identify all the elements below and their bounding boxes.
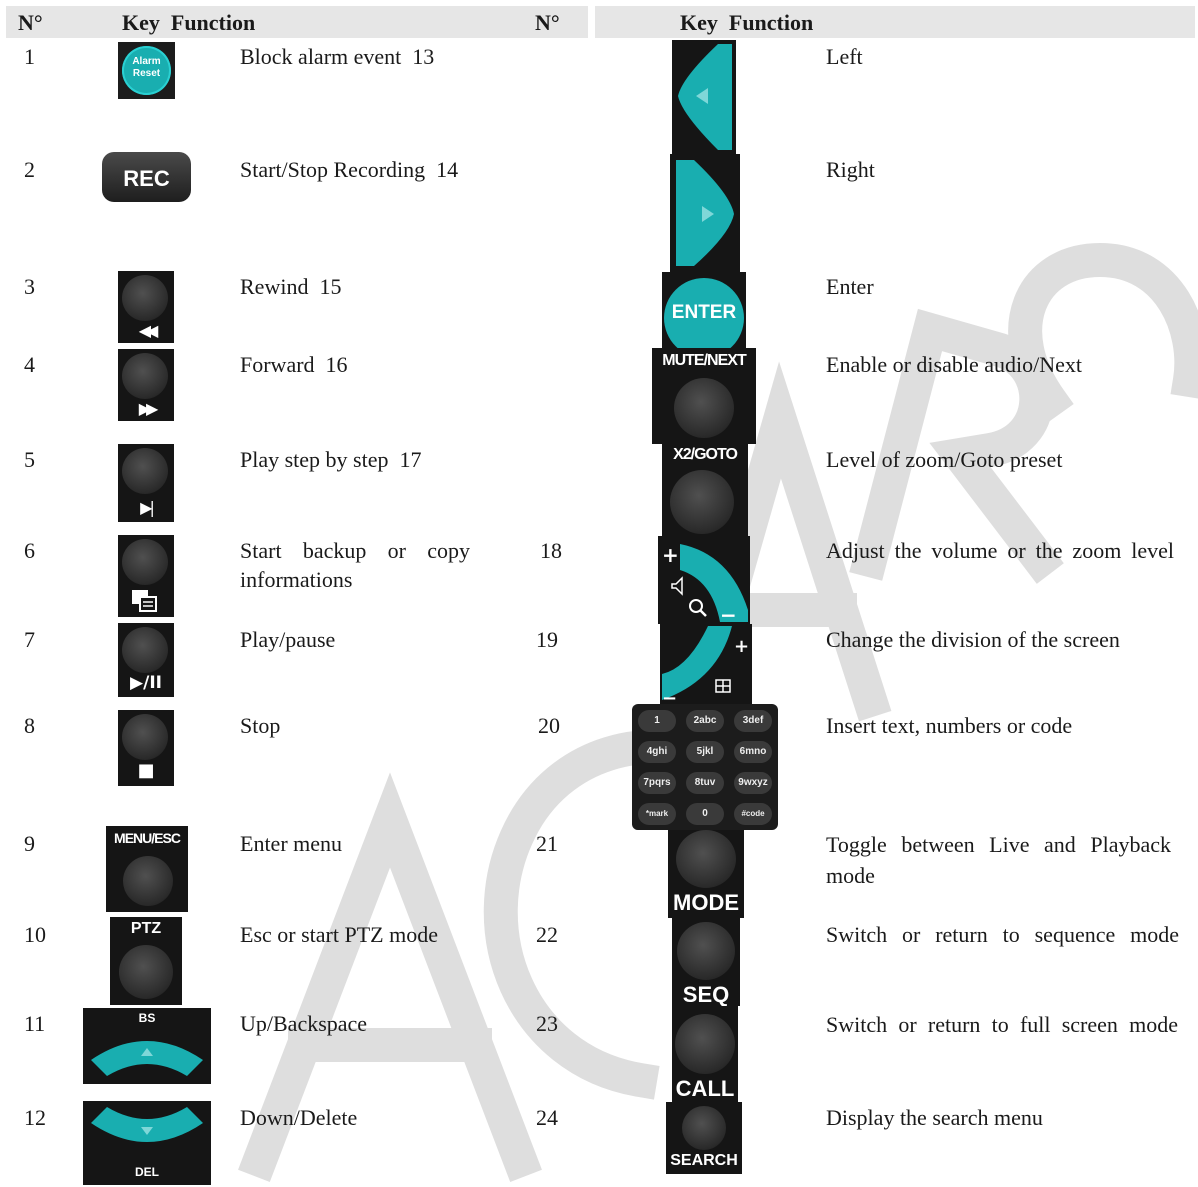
mute-next-label: MUTE/NEXT <box>662 352 746 369</box>
call-label: CALL <box>675 1076 735 1101</box>
left-button <box>672 40 736 154</box>
row-number: 21 <box>536 831 558 856</box>
svg-text:−: − <box>662 688 678 704</box>
row-number: 23 <box>536 1011 558 1036</box>
svg-text:+: + <box>734 636 750 657</box>
screen-division-wheel <box>660 624 752 704</box>
header-n-left: N° <box>18 10 43 35</box>
row-description: Insert text, numbers or code <box>826 713 1073 738</box>
volume-zoom-wheel <box>658 536 750 624</box>
row-number: 11 <box>24 1011 46 1036</box>
row-number: 8 <box>24 713 35 738</box>
numeric-keypad <box>632 704 778 830</box>
row-number: 1 <box>24 44 35 69</box>
seq-button <box>672 918 740 1006</box>
keypad-key: 9wxyz <box>734 772 772 794</box>
keypad-key: 8tuv <box>686 772 724 794</box>
keypad-key: 7pqrs <box>638 772 676 794</box>
row-description: Stop <box>240 713 281 738</box>
del-label: DEL <box>135 1165 159 1179</box>
numeric-keypad-icon <box>632 704 778 830</box>
row-number: 5 <box>24 447 35 472</box>
left-table-header <box>6 6 588 38</box>
row-description: Up/Backspace <box>240 1011 368 1036</box>
mode-button <box>668 830 744 918</box>
row-description: Block alarm event 13 <box>240 44 435 69</box>
row-description: Display the search menu <box>826 1105 1043 1130</box>
keypad-key: 3def <box>734 710 772 732</box>
row-number: 3 <box>24 274 35 299</box>
row-description: Enter menu <box>240 831 343 856</box>
header-key-function-right: Key Function <box>680 10 814 35</box>
step-forward-icon: ▶| <box>140 498 152 517</box>
row-description: Enable or disable audio/Next <box>826 352 1082 377</box>
up-backspace-button <box>83 1008 211 1084</box>
row-number: 22 <box>536 922 558 947</box>
ptz-button <box>110 917 182 1005</box>
keypad-key: 6mno <box>734 741 772 763</box>
play-pause-button <box>118 623 174 697</box>
header-key-function-left: Key Function <box>122 10 256 35</box>
right-table-header <box>535 6 1195 38</box>
row-description: Play/pause <box>240 627 336 652</box>
row-number: 2 <box>24 157 35 182</box>
row-number: 19 <box>536 627 558 652</box>
row-description: Forward 16 <box>240 352 348 377</box>
backup-button <box>118 535 174 617</box>
row-number: 20 <box>538 713 560 738</box>
row-description: Switch or return to full screen mode <box>826 1012 1178 1037</box>
step-button <box>118 444 174 522</box>
pair-number: 13 <box>412 44 435 69</box>
enter-button <box>662 272 746 348</box>
svg-text:−: − <box>720 603 737 624</box>
row-description: Adjust the volume or the zoom level <box>826 538 1174 563</box>
x2-goto-label: X2/GOTO <box>673 446 737 463</box>
seq-label: SEQ <box>682 982 730 1006</box>
ptz-label: PTZ <box>130 920 162 937</box>
row-description: Rewind 15 <box>240 274 342 299</box>
row-number: 4 <box>24 352 35 377</box>
mode-label: MODE <box>673 890 739 915</box>
row-number: 18 <box>540 538 562 563</box>
row-number: 6 <box>24 538 35 563</box>
keypad-key: 2abc <box>686 710 724 732</box>
keypad-key: #code <box>734 803 772 825</box>
row-description: Toggle between Live and Playback mode <box>826 832 1171 888</box>
alarm-reset-button <box>118 42 175 99</box>
keypad-key: 4ghi <box>638 741 676 763</box>
row-number: 10 <box>24 922 46 947</box>
row-description: Change the division of the screen <box>826 627 1120 652</box>
forward-button <box>118 349 174 421</box>
row-description: Play step by step 17 <box>240 447 422 472</box>
play-pause-icon: ▶/II <box>130 673 162 693</box>
menu-esc-button <box>106 826 188 912</box>
search-label: SEARCH <box>670 1152 738 1169</box>
keypad-key: 0 <box>686 803 724 825</box>
volume-zoom-wheel-icon <box>658 536 750 624</box>
stop-button <box>118 710 174 786</box>
screen-division-wheel-icon <box>660 624 752 704</box>
fast-forward-icon: ▶▶ <box>138 399 154 418</box>
keypad-key: *mark <box>638 803 676 825</box>
mute-next-button <box>652 348 756 444</box>
header-n-right: N° <box>535 10 560 35</box>
backup-copy-icon <box>130 588 160 614</box>
row-description: Switch or return to sequence mode <box>826 922 1179 947</box>
rec-button <box>102 152 191 202</box>
rewind-button <box>118 271 174 343</box>
menu-esc-label: MENU/ESC <box>114 830 180 846</box>
stop-icon: ■ <box>137 760 155 781</box>
rec-label: REC <box>123 166 170 191</box>
x2-goto-button <box>662 444 748 536</box>
row-number: 7 <box>24 627 35 652</box>
right-button <box>670 154 740 272</box>
call-button <box>672 1006 738 1102</box>
row-description: Right <box>826 157 875 182</box>
pair-number: 16 <box>325 352 348 377</box>
bs-label: BS <box>138 1011 156 1025</box>
alarm-reset-label: Alarm Reset <box>132 56 161 79</box>
row-description: Enter <box>826 274 874 299</box>
row-description: Left <box>826 44 863 69</box>
search-button <box>666 1102 742 1174</box>
rewind-icon: ◀◀ <box>138 321 154 340</box>
row-description: Level of zoom/Goto preset <box>826 447 1063 472</box>
row-number: 24 <box>536 1105 558 1130</box>
keypad-key: 5jkl <box>686 741 724 763</box>
row-number: 9 <box>24 831 35 856</box>
row-description: Down/Delete <box>240 1105 358 1130</box>
keypad-key: 1 <box>638 710 676 732</box>
pair-number: 15 <box>319 274 342 299</box>
row-description: Esc or start PTZ mode <box>240 922 438 947</box>
enter-label: ENTER <box>671 302 737 323</box>
pair-number: 14 <box>436 157 459 182</box>
svg-text:+: + <box>662 543 679 567</box>
row-description: Start/Stop Recording 14 <box>240 157 459 182</box>
row-description: Start backup or copy informations <box>240 538 470 592</box>
row-number: 12 <box>24 1105 46 1130</box>
down-delete-button <box>83 1101 211 1185</box>
pair-number: 17 <box>399 447 422 472</box>
